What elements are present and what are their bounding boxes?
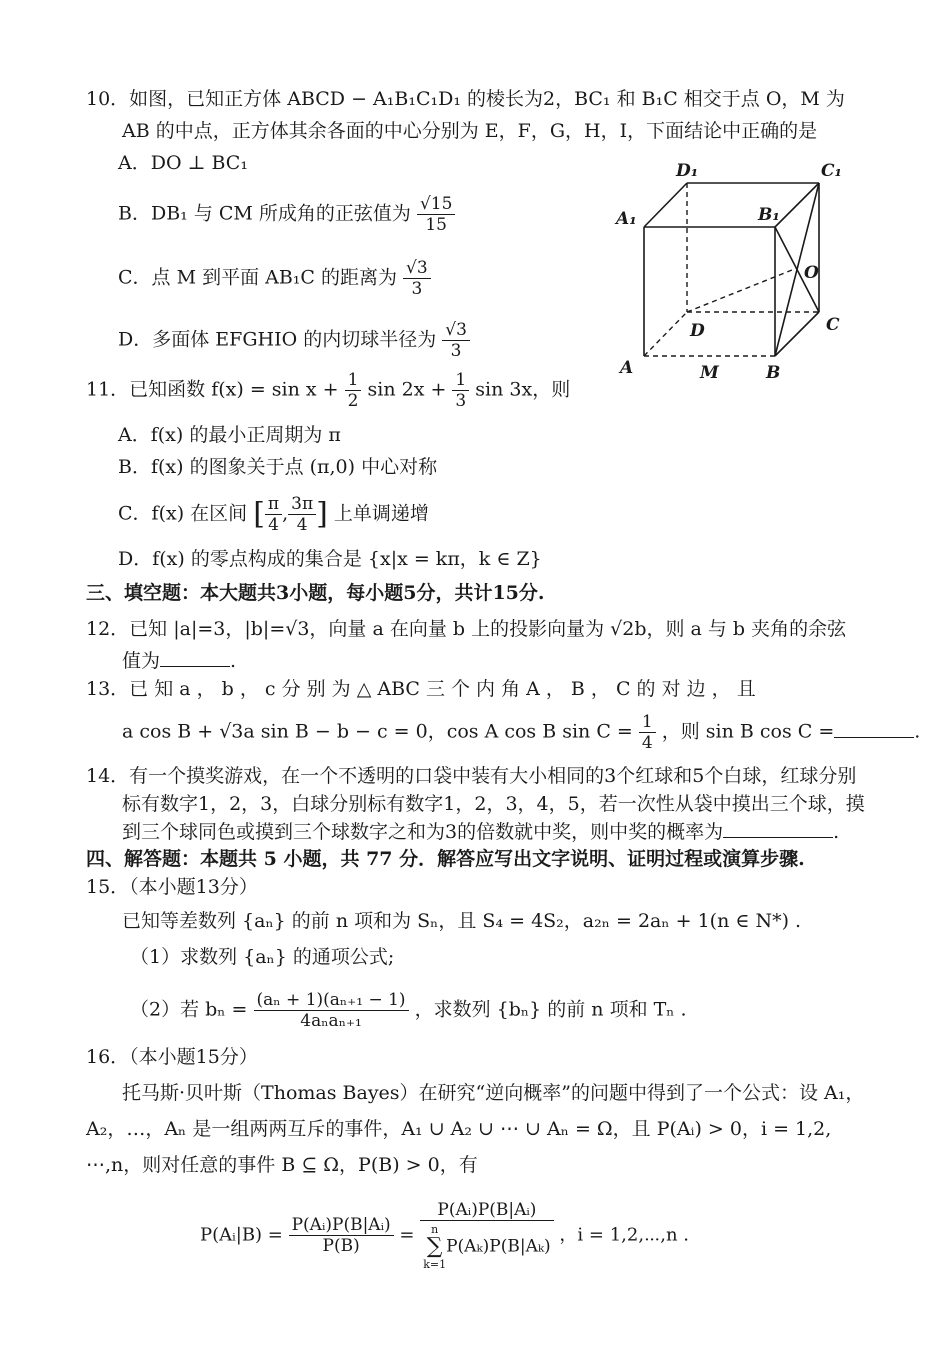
q13-fraction-quarter	[639, 712, 656, 753]
bayes-tail: ，i = 1,2,⋯,n .	[559, 1224, 690, 1246]
edge-a1-d1	[644, 183, 687, 227]
q11-option-d: D．f(x) 的零点构成的集合是 {x|x = kπ，k ∈ Z}	[118, 548, 542, 570]
fraction-denominator: 15	[425, 215, 447, 235]
fraction-denominator: 4	[268, 515, 279, 535]
q11-stem-mid: sin 2x +	[367, 378, 447, 401]
fraction-numerator: 1	[345, 370, 362, 391]
q14-line3-end: .	[833, 821, 840, 843]
fraction-denominator: P(B)	[322, 1236, 360, 1256]
edge-b-c	[775, 312, 819, 356]
q10-stem-line2: AB 的中点，正方体其余各面的中心分别为 E，F，G，H，I，下面结论中正确的是	[122, 120, 818, 142]
fraction-denominator: 3	[455, 391, 467, 411]
q15-part1: （1）求数列 {aₙ} 的通项公式;	[130, 946, 395, 968]
q11-option-c-fraction-a	[265, 494, 282, 535]
q13-line2-mid: ，则 sin B cos C =	[661, 720, 835, 743]
q12-answer-blank[interactable]	[160, 648, 230, 667]
summation-lower: k=1	[423, 1258, 447, 1271]
fraction-denominator	[420, 1221, 553, 1271]
q10-option-a: A．DO ⊥ BC₁	[118, 152, 248, 174]
label-b: B	[766, 363, 781, 383]
q16-line2: A₂，…，Aₙ 是一组两两互斥的事件，A₁ ∪ A₂ ∪ ⋯ ∪ Aₙ = Ω，且 P(Aᵢ) > 0，i = 1,2,	[86, 1118, 832, 1140]
q10-option-b	[118, 194, 455, 235]
label-m: M	[700, 363, 719, 383]
fraction-numerator: 3π	[288, 494, 316, 515]
label-d1: D₁	[676, 161, 699, 181]
bayes-fraction-2	[420, 1200, 553, 1271]
right-bracket: ]	[316, 496, 328, 532]
q13-line2-end: .	[914, 720, 921, 743]
section-3-heading: 三、填空题：本大题共3小题，每小题5分，共计15分.	[86, 582, 545, 604]
summation-term: P(Aₖ)P(B|Aₖ)	[446, 1236, 551, 1257]
q15-part2	[130, 990, 687, 1031]
label-c: C	[826, 315, 840, 335]
fraction-denominator: 4aₙaₙ₊₁	[300, 1011, 362, 1031]
fraction-numerator: P(Aᵢ)P(B|Aᵢ)	[420, 1200, 553, 1221]
fraction-numerator: √15	[417, 194, 455, 215]
q15-line1: 已知等差数列 {aₙ} 的前 n 项和为 Sₙ，且 S₄ = 4S₂，a₂ₙ = 2aₙ + 1(n ∈ N*) .	[122, 910, 802, 932]
q14-line3-text: 到三个球同色或摸到三个球数字之和为3的倍数就中奖，则中奖的概率为	[122, 821, 724, 843]
q11-option-c-post: 上单调递增	[333, 502, 429, 525]
q11-option-b: B．f(x) 的图象关于点 (π,0) 中心对称	[118, 456, 438, 478]
q16-line3: ⋯,n，则对任意的事件 B ⊆ Ω，P(B) > 0，有	[86, 1154, 478, 1176]
fraction-numerator: 1	[639, 712, 656, 733]
fraction-numerator: 1	[452, 370, 469, 391]
q10-option-c-text: C．点 M 到平面 AB₁C 的距离为	[118, 266, 397, 289]
q10-option-c-fraction	[403, 258, 431, 299]
fraction-numerator: π	[265, 494, 282, 515]
fraction-numerator: (aₙ + 1)(aₙ₊₁ − 1)	[254, 990, 409, 1011]
q11-stem-pre: 11．已知函数 f(x) = sin x +	[86, 378, 339, 401]
bayes-fraction-1	[289, 1215, 394, 1256]
q14-answer-blank[interactable]	[723, 819, 833, 838]
hidden-segment-d-o	[687, 268, 797, 312]
label-a: A	[620, 358, 634, 378]
q16-heading: 16．（本小题15分）	[86, 1046, 258, 1068]
summation	[423, 1223, 446, 1271]
q15-part2-text: （2）若 bₙ =	[130, 998, 248, 1021]
q10-option-c	[118, 258, 431, 299]
q13-answer-blank[interactable]	[834, 719, 914, 738]
left-bracket: [	[253, 496, 265, 532]
fraction-denominator: 4	[296, 515, 308, 535]
q16-line1: 托马斯·贝叶斯（Thomas Bayes）在研究“逆向概率”的问题中得到了一个公式：设 A₁，	[122, 1082, 865, 1104]
q10-option-d-text: D．多面体 EFGHIO 的内切球半径为	[118, 328, 437, 351]
q14-line3	[122, 819, 839, 845]
fraction-numerator: √3	[442, 320, 470, 341]
fraction-denominator: 2	[347, 391, 359, 411]
section-4-heading: 四、解答题：本题共 5 小题，共 77 分．解答应写出文字说明、证明过程或演算步骤.	[86, 848, 805, 870]
q11-fraction-half	[345, 370, 362, 411]
summation-upper: n	[431, 1223, 439, 1236]
summation-sign: ∑	[426, 1234, 443, 1259]
q14-line2: 标有数字1，2，3，白球分别标有数字1，2，3，4，5，若一次性从袋中摸出三个球，摸	[122, 793, 865, 815]
q10-stem-line1: 10．如图，已知正方体 ABCD − A₁B₁C₁D₁ 的棱长为2，BC₁ 和 B₁C 相交于点 O，M 为	[86, 88, 845, 110]
fraction-numerator: P(Aᵢ)P(B|Aᵢ)	[289, 1215, 394, 1236]
label-a1: A₁	[616, 209, 637, 229]
q11-stem	[86, 370, 570, 411]
q10-option-b-fraction	[417, 194, 455, 235]
q10-option-d-fraction	[442, 320, 470, 361]
hidden-edge-a-d	[644, 312, 687, 356]
q11-option-c: C．f(x) 在区间 [ $\frac{\pi}{4}$ , $\frac{3\pi}{4}$ ] 上单调递增	[118, 494, 429, 535]
edge-b1-c1	[775, 183, 819, 227]
label-c1: C₁	[821, 161, 842, 181]
q11-option-c-text: C．f(x) 在区间	[118, 502, 248, 525]
q11-fraction-third	[452, 370, 469, 411]
q12-line1: 12．已知 |a|=3，|b|=√3，向量 a 在向量 b 上的投影向量为 √2b，则 a 与 b 夹角的余弦	[86, 618, 847, 640]
q15-part2-fraction	[254, 990, 409, 1031]
fraction-denominator: 3	[450, 341, 462, 361]
label-b1: B₁	[758, 205, 780, 225]
fraction-denominator: 3	[411, 279, 423, 299]
fraction-denominator: 4	[641, 733, 653, 753]
fraction-numerator: √3	[403, 258, 431, 279]
q12-line2-text: 值为	[122, 650, 161, 672]
q13-line1: 13．已 知 a ， b ， c 分 别 为 △ ABC 三 个 内 角 A ， B ， C 的 对 边 ， 且	[86, 678, 756, 700]
q11-stem-post: sin 3x，则	[475, 378, 571, 401]
cube-figure	[610, 160, 860, 390]
q14-line1: 14．有一个摸奖游戏，在一个不透明的口袋中装有大小相同的3个红球和5个白球，红球分别	[86, 765, 857, 787]
q12-line2-end: .	[230, 650, 237, 672]
bayes-formula	[200, 1200, 689, 1271]
bayes-lhs: P(Aᵢ|B) =	[200, 1224, 283, 1246]
q15-part2-post: ，求数列 {bₙ} 的前 n 项和 Tₙ .	[414, 998, 687, 1021]
q11-option-a: A．f(x) 的最小正周期为 π	[118, 424, 341, 446]
label-o: O	[804, 263, 819, 283]
label-d: D	[690, 321, 705, 341]
bayes-equals: =	[399, 1224, 415, 1246]
q13-line2	[122, 712, 920, 753]
q11-option-c-fraction-b	[288, 494, 316, 535]
q15-heading: 15．（本小题13分）	[86, 876, 258, 898]
q10-option-b-text: B．DB₁ 与 CM 所成角的正弦值为	[118, 202, 411, 225]
q13-line2-text: a cos B + √3a sin B − b − c = 0，cos A cos B sin C =	[122, 720, 633, 743]
q10-option-d	[118, 320, 470, 361]
q12-line2	[122, 648, 236, 674]
